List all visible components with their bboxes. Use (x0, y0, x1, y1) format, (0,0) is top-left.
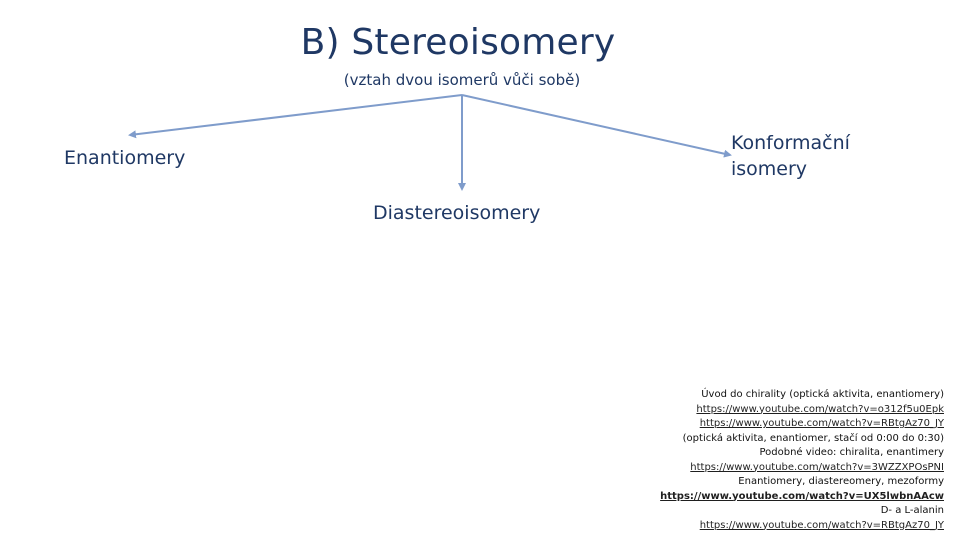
reference-text: Podobné video: chiralita, enantimery (759, 447, 944, 458)
video-link[interactable] (660, 490, 944, 505)
node-konformacni-isomery (731, 130, 850, 182)
node-konformacni-line1: Konformační (731, 132, 850, 154)
reference-note (660, 446, 944, 461)
reference-text: Úvod do chirality (optická aktivita, enantiomery) (701, 389, 944, 400)
page-subtitle: (vztah dvou isomerů vůči sobě) (343, 71, 581, 89)
video-link-anchor[interactable]: https://www.youtube.com/watch?v=RBtgAz70_JY (699, 519, 944, 531)
reference-text: (optická aktivita, enantiomer, stačí od 0:00 do 0:30) (682, 432, 944, 444)
arrow-to-konformacni (462, 95, 730, 155)
node-enantiomery: Enantiomery (64, 147, 186, 169)
video-link-anchor[interactable]: https://www.youtube.com/watch?v=3WZZXPOsPNI (690, 461, 944, 473)
reference-text: D- a L-alanin (880, 505, 944, 516)
node-diastereoisomery: Diastereoisomery (373, 202, 541, 224)
reference-links (660, 388, 944, 533)
video-link-anchor[interactable]: https://www.youtube.com/watch?v=UX5lwbnAAcw (660, 490, 944, 502)
reference-note (660, 475, 944, 490)
reference-note (660, 388, 944, 403)
page-title: B) Stereoisomery (300, 22, 616, 63)
reference-text: Enantiomery, diastereomery, mezoformy (738, 476, 944, 487)
video-link[interactable] (660, 461, 944, 476)
video-link-anchor[interactable]: https://www.youtube.com/watch?v=o312f5u0Epk (696, 403, 944, 415)
video-link[interactable] (660, 403, 944, 418)
arrow-to-enantiomery (130, 95, 462, 135)
video-link[interactable] (660, 519, 944, 534)
node-konformacni-line2: isomery (731, 158, 808, 180)
video-link-anchor[interactable]: https://www.youtube.com/watch?v=RBtgAz70_JY (699, 418, 944, 429)
reference-note (660, 504, 944, 519)
reference-note (660, 432, 944, 447)
video-link[interactable] (660, 417, 944, 432)
